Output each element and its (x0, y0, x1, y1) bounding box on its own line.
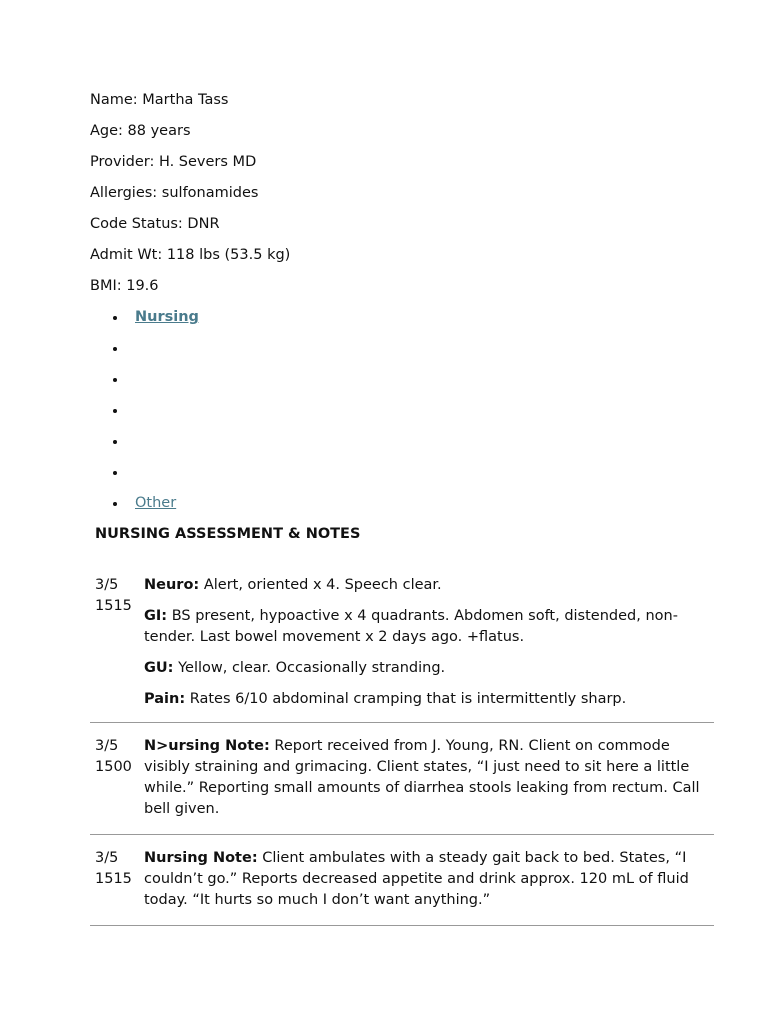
entry-body (144, 723, 714, 835)
nursing-note (144, 736, 710, 820)
entry-date: 3/5 (95, 850, 119, 866)
tab-item (90, 400, 714, 421)
entry-date: 3/5 (95, 577, 119, 593)
entry-body (144, 562, 714, 723)
table-row (90, 562, 714, 723)
note-text: Client ambulates with a steady gait back to bed. States, “I couldn’t go.” Reports decreased appetite and drink approx. 120 mL of fluid today. “It hurts so much I don’t want anything.” (144, 850, 689, 908)
tab-other[interactable]: Other (135, 495, 177, 511)
patient-provider: Provider: H. Severs MD (90, 154, 257, 170)
entry-time: 1500 (95, 759, 132, 775)
table-row (90, 723, 714, 835)
assessment-text: Alert, oriented x 4. Speech clear. (199, 577, 442, 593)
tab-nursing[interactable]: Nursing (135, 309, 199, 325)
assessment-label: GU: (144, 660, 174, 676)
assessment-pain (144, 689, 710, 710)
tab-item (90, 431, 714, 452)
tab-item (90, 493, 714, 514)
patient-name: Name: Martha Tass (90, 92, 229, 108)
entry-datetime (90, 723, 144, 835)
assessment-label: GI: (144, 608, 168, 624)
entry-date: 3/5 (95, 738, 119, 754)
patient-bmi: BMI: 19.6 (90, 278, 159, 294)
tab-item (90, 369, 714, 390)
entry-body (144, 835, 714, 926)
assessment-gi (144, 606, 710, 648)
assessment-label: Pain: (144, 691, 186, 707)
chart-tabs (90, 307, 714, 514)
assessment-gu (144, 658, 710, 679)
chart-page (90, 90, 714, 926)
table-row (90, 835, 714, 926)
nursing-note (144, 848, 710, 911)
patient-age: Age: 88 years (90, 123, 191, 139)
assessment-text: Rates 6/10 abdominal cramping that is intermittently sharp. (185, 691, 627, 707)
note-label: Nursing Note: (144, 850, 258, 866)
patient-info (90, 90, 714, 297)
entry-time: 1515 (95, 598, 132, 614)
note-label: N>ursing Note: (144, 738, 270, 754)
tab-item (90, 462, 714, 483)
entry-datetime (90, 835, 144, 926)
entry-time: 1515 (95, 871, 132, 887)
notes-table (90, 562, 714, 926)
entry-datetime (90, 562, 144, 723)
tab-item (90, 338, 714, 359)
patient-admit-weight: Admit Wt: 118 lbs (53.5 kg) (90, 247, 291, 263)
tab-item (90, 307, 714, 328)
patient-allergies: Allergies: sulfonamides (90, 185, 259, 201)
assessment-text: Yellow, clear. Occasionally stranding. (173, 660, 446, 676)
assessment-text: BS present, hypoactive x 4 quadrants. Abdomen soft, distended, non-tender. Last bowel movement x 2 days ago. +flatus. (144, 608, 678, 645)
section-title: NURSING ASSESSMENT & NOTES (95, 526, 361, 542)
assessment-label: Neuro: (144, 577, 200, 593)
patient-code-status: Code Status: DNR (90, 216, 220, 232)
note-text: Report received from J. Young, RN. Client on commode visibly straining and grimacing. Client states, “I just need to sit here a little while.” Reporting small amounts of diarrhea stools leaking from rectum. Call bell given. (144, 738, 700, 817)
assessment-neuro (144, 575, 710, 596)
